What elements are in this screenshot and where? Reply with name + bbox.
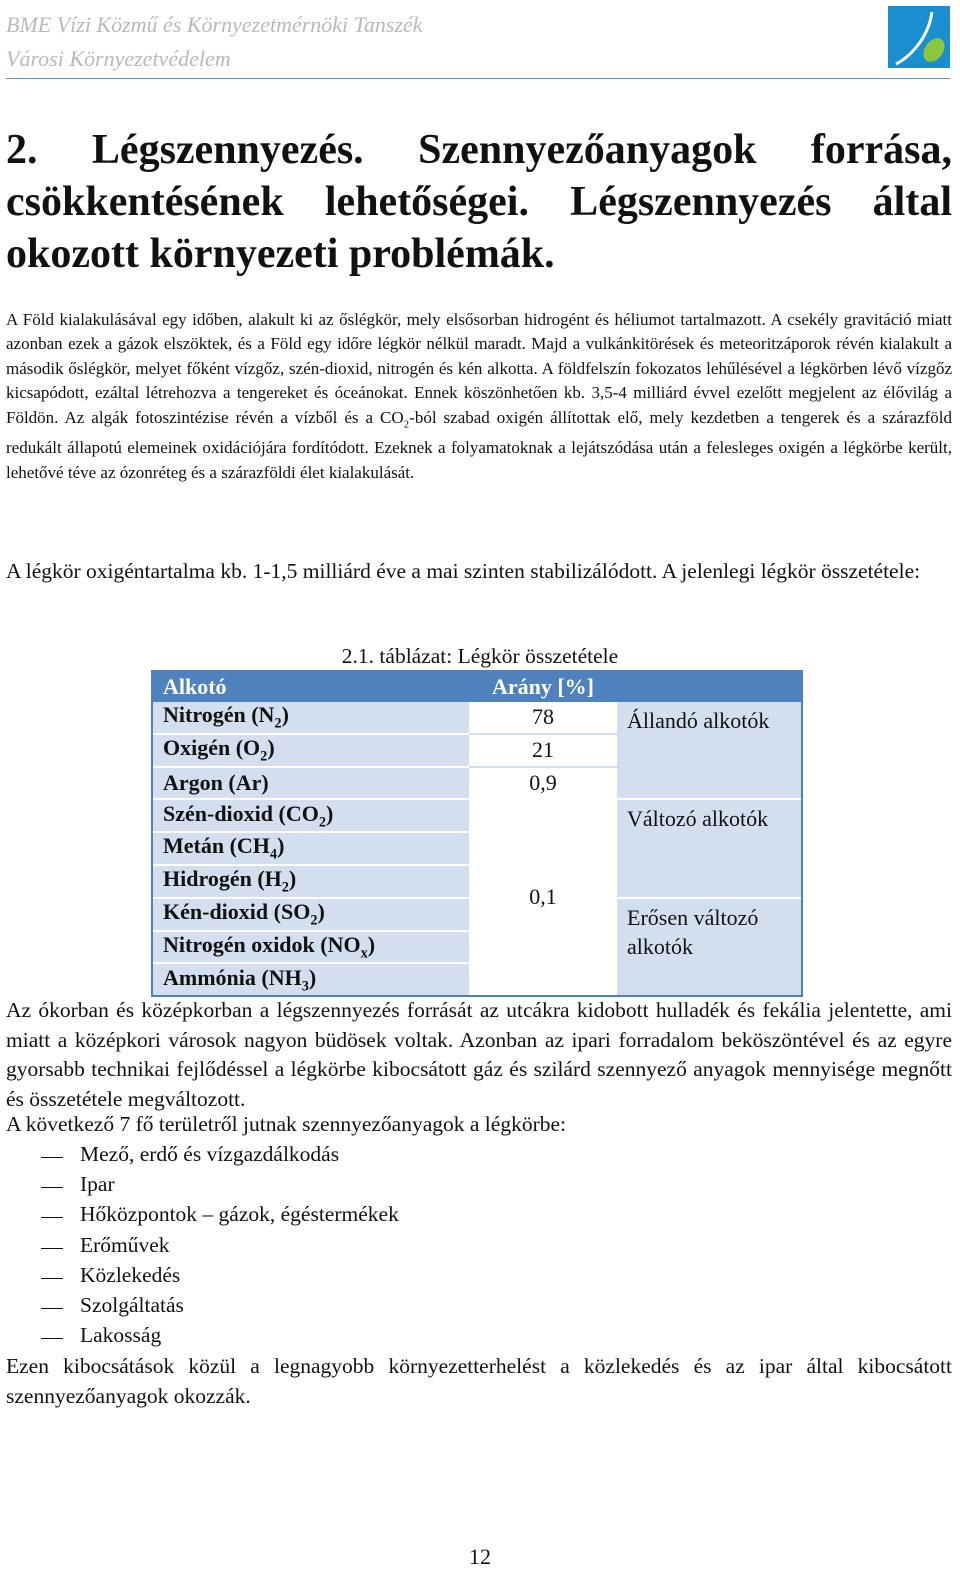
- component-value: 0,9: [469, 767, 617, 800]
- group-highly-variable: Erősen változó alkotók: [617, 898, 801, 995]
- oxygen-paragraph: A légkör oxigéntartalma kb. 1-1,5 milliárd éve a mai szinten stabilizálódott. A jelenlegi légkör összetétele:: [6, 559, 921, 583]
- component-name: Nitrogén oxidok $(NO_x)$: [153, 931, 469, 964]
- trace-value: 0,1: [469, 799, 617, 995]
- closing-paragraph: Ezen kibocsátások közül a legnagyobb környezetterhelést a közlekedés és az ipar által kibocsátott szennyezőanyagok okozzák.: [6, 1354, 952, 1408]
- sources-intro: A következő 7 fő területről jutnak szennyezőanyagok a légkörbe:: [6, 1112, 566, 1136]
- component-name: Kén-dioxid $(SO_2)$: [153, 898, 469, 931]
- dash-bullet-icon: [41, 1248, 63, 1249]
- chapter-title: 2. Légszennyezés. Szennyezőanyagok forrása, csökkentésének lehetőségei. Légszennyezés által okozott környezeti problémák.: [6, 127, 952, 277]
- dash-bullet-icon: [41, 1338, 63, 1339]
- list-item: Hőközpontok – gázok, égéstermékek: [6, 1202, 906, 1232]
- bme-logo-icon: [888, 6, 950, 68]
- list-item: Mező, erdő és vízgazdálkodás: [6, 1142, 906, 1172]
- list-item: Erőművek: [6, 1233, 906, 1263]
- header-department: BME Vízi Közmű és Környezetmérnöki Tanszék: [6, 12, 423, 37]
- header-divider: [6, 78, 950, 79]
- table-header-row: [153, 672, 801, 702]
- list-item: Ipar: [6, 1172, 906, 1202]
- header-component: Alkotó: [153, 672, 469, 702]
- list-item: Közlekedés: [6, 1263, 906, 1293]
- intro-paragraph: [6, 308, 952, 485]
- dash-bullet-icon: [41, 1187, 63, 1188]
- atmosphere-composition-table: [153, 672, 801, 995]
- intro-subscript: 2: [403, 418, 410, 431]
- dash-bullet-icon: [41, 1308, 63, 1309]
- list-item: Lakosság: [6, 1323, 906, 1353]
- component-name: Ammónia $(NH_3)$: [153, 963, 469, 995]
- component-name: Hidrogén $(H_2)$: [153, 865, 469, 898]
- page-header: [6, 8, 946, 80]
- component-name: Nitrogén $(N_2)$: [153, 702, 469, 734]
- list-item: Szolgáltatás: [6, 1293, 906, 1323]
- history-paragraph: Az ókorban és középkorban a légszennyezés forrását az utcákra kidobott hulladék és fekália jelentette, ami miatt a középkori városok nagyon büdösek voltak. Azonban az ipari forradalom beköszöntével és az egyre gyorsabb technikai fejlődéssel a légkörbe kibocsátott gáz és szilárd szennyező anyagok mennyisége megnőtt és összetétele megváltozott.: [6, 998, 952, 1111]
- header-ratio: Arány [%]: [469, 672, 617, 702]
- table-row: [153, 799, 801, 832]
- component-name: Szén-dioxid $(CO_2)$: [153, 799, 469, 832]
- component-name: Metán $(CH_4)$: [153, 832, 469, 865]
- header-group: [617, 672, 801, 702]
- intro-text-part1: A Föld kialakulásával egy időben, alakult ki az őslégkör, mely elsősorban hidrogént és héliumot tartalmazott. A csekély gravitáció miatt azonban ezek a gázok elszöktek, és a Föld egy időre légkör nélkül maradt. Majd a vulkánkitörések és meteoritzáporok révén kialakult a második őslégkör, melyet főként vízgőz, szén-dioxid, nitrogén és kén alkotta. A földfelszín fokozatos lehűlésével a légkörben lévő vízgőz kicsapódott, ezáltal létrehozva a tengereket és óceánokat. Ennek köszönhetően kb. 3,5-4 milliárd évvel ezelőtt megjelent az élővilág a Földön. Az algák fotoszintézise révén a vízből és a CO: [6, 310, 952, 427]
- dash-bullet-icon: [41, 1157, 63, 1158]
- header-course: Városi Környezetvédelem: [6, 46, 231, 71]
- table-caption: 2.1. táblázat: Légkör összetétele: [341, 644, 619, 668]
- group-constant: Állandó alkotók: [617, 702, 801, 799]
- component-value: 78: [469, 702, 617, 734]
- table-row: [153, 702, 801, 734]
- sources-list: [6, 1142, 906, 1353]
- group-variable: Változó alkotók: [617, 799, 801, 897]
- intro-text-part2: -ból szabad oxigén állítottak elő, mely kezdetben a tengerek és a szárazföld redukált állapotú elemeinek oxidációjára fordítódott. Ezeknek a folyamatoknak a lejátszódása után a felesleges oxigén a légkörbe került, lehetővé téve az ózonréteg és a szárazföldi élet kialakulását.: [6, 407, 952, 482]
- dash-bullet-icon: [41, 1217, 63, 1218]
- dash-bullet-icon: [41, 1278, 63, 1279]
- component-name: Argon (Ar): [153, 767, 469, 800]
- component-value: 21: [469, 734, 617, 767]
- page-number: 12: [469, 1544, 491, 1569]
- component-name: Oxigén $(O_2)$: [153, 734, 469, 767]
